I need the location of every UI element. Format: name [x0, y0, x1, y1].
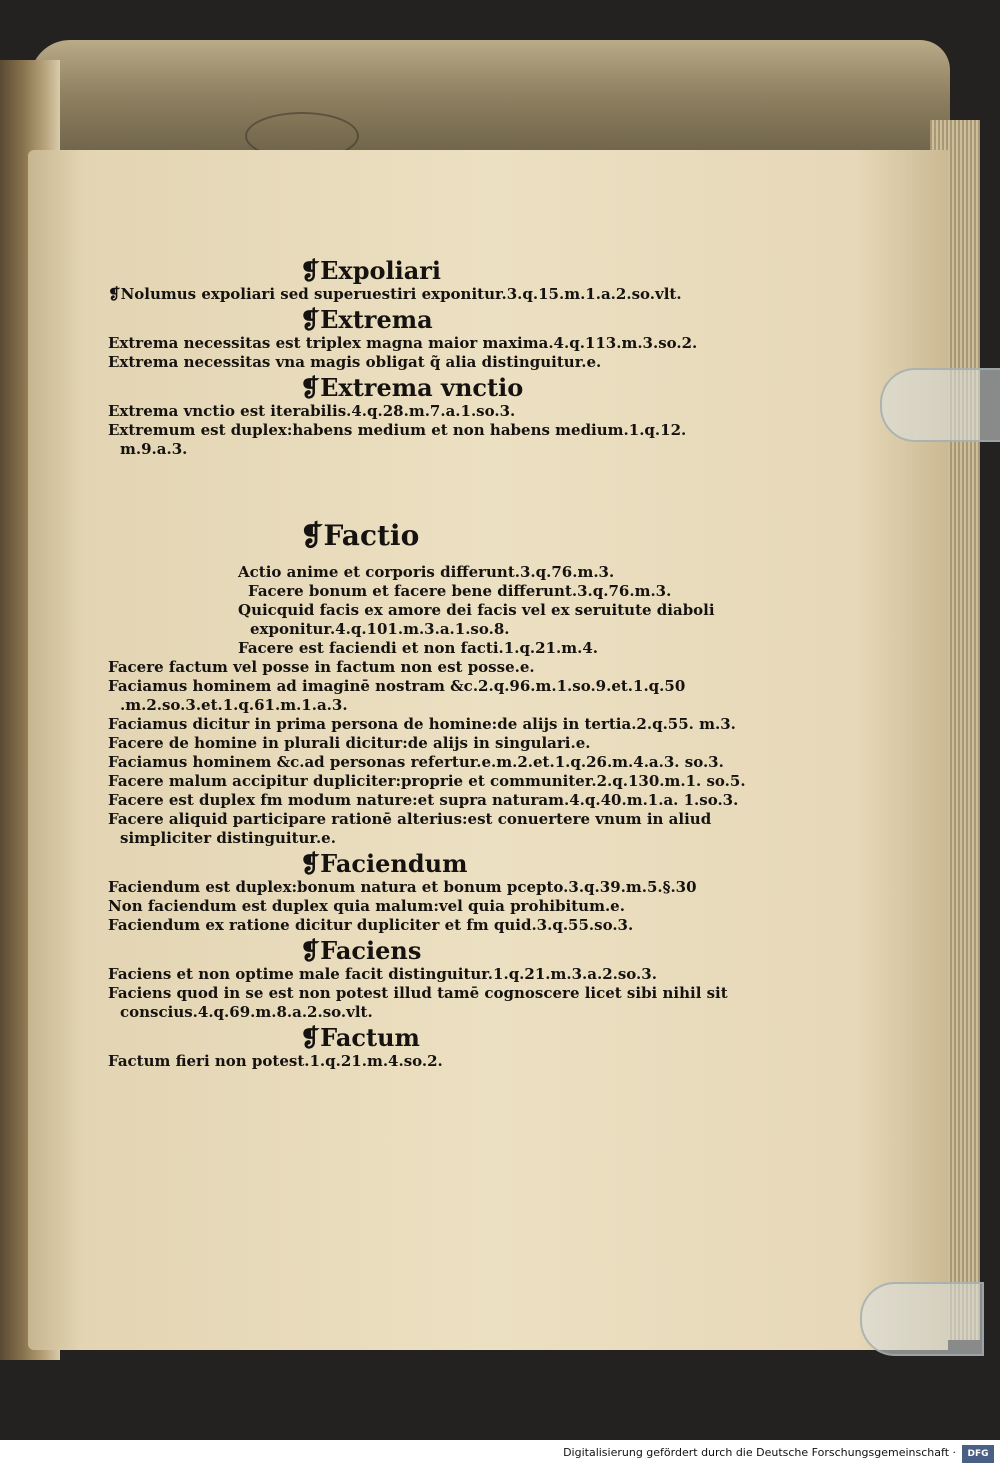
- entry-line: Faciendum ex ratione dicitur dupliciter et fm quid.3.q.55.so.3.: [108, 916, 634, 934]
- entry-line: Facere de homine in plurali dicitur:de alijs in singulari.e.: [108, 734, 591, 752]
- entry-line: Non faciendum est duplex quia malum:vel quia prohibitum.e.: [108, 897, 625, 915]
- entry-heading: ❡Extrema: [300, 305, 433, 334]
- entry-line: Facere est duplex fm modum nature:et supra naturam.4.q.40.m.1.a. 1.so.3.: [108, 791, 739, 809]
- entry-heading: ❡Factio: [300, 519, 420, 552]
- entry-line: Faciamus hominem ad imaginē nostram &c.2.q.96.m.1.so.9.et.1.q.50 .m.2.so.3.et.1.q.61.m.1.a.3.: [108, 677, 691, 714]
- entry-line: Facere aliquid participare rationē alterius:est conuertere vnum in aliud simpliciter distinguitur.e.: [108, 810, 717, 847]
- footer-credit: Digitalisierung gefördert durch die Deutsche Forschungsgemeinschaft ·: [563, 1446, 956, 1459]
- book-top-edge: [30, 40, 950, 160]
- entry-line: Extremum est duplex:habens medium et non habens medium.1.q.12. m.9.a.3.: [108, 421, 692, 458]
- entry-line: Facere malum accipitur dupliciter:proprie et communiter.2.q.130.m.1. so.5.: [108, 772, 746, 790]
- page-text: [100, 255, 750, 1071]
- entry-line: Extrema necessitas vna magis obligat q̃ alia distinguitur.e.: [108, 353, 602, 371]
- book-clamp-bottom: [860, 1282, 984, 1356]
- entry-line: Extrema necessitas est triplex magna maior maxima.4.q.113.m.3.so.2.: [108, 334, 698, 352]
- footer-bar: [0, 1440, 1000, 1468]
- entry-line: Facere factum vel posse in factum non est posse.e.: [108, 658, 535, 676]
- entry-heading: ❡Faciendum: [300, 849, 468, 878]
- book-clamp-top: [880, 368, 1000, 442]
- entry-line: Faciens et non optime male facit distinguitur.1.q.21.m.3.a.2.so.3.: [108, 965, 657, 983]
- entry-line: Faciendum est duplex:bonum natura et bonum pcepto.3.q.39.m.5.§.30: [108, 878, 697, 896]
- dfg-logo: DFG: [962, 1445, 994, 1463]
- entry-line: Extrema vnctio est iterabilis.4.q.28.m.7.a.1.so.3.: [108, 402, 516, 420]
- entry-line: ❡Nolumus expoliari sed superuestiri exponitur.3.q.15.m.1.a.2.so.vlt.: [108, 285, 682, 303]
- entry-line: Faciamus dicitur in prima persona de homine:de alijs in tertia.2.q.55. m.3.: [108, 715, 736, 733]
- entry-line: Facere est faciendi et non facti.1.q.21.m.4.: [238, 639, 598, 657]
- entry-heading: ❡Expoliari: [300, 256, 442, 285]
- entry-line: Faciamus hominem &c.ad personas refertur.e.m.2.et.1.q.26.m.4.a.3. so.3.: [108, 753, 724, 771]
- entry-line: Facere bonum et facere bene differunt.3.q.76.m.3.: [248, 582, 672, 600]
- entry-line: Actio anime et corporis differunt.3.q.76.m.3.: [238, 563, 615, 581]
- entry-line: Quicquid facis ex amore dei facis vel ex seruitute diaboli exponitur.4.q.101.m.3.a.1.so.8.: [238, 601, 720, 638]
- entry-line: Factum fieri non potest.1.q.21.m.4.so.2.: [108, 1052, 443, 1070]
- entry-line: Faciens quod in se est non potest illud tamē cognoscere licet sibi nihil sit conscius.4.q.69.m.8.a.2.so.vlt.: [108, 984, 733, 1021]
- entry-heading: ❡Faciens: [300, 936, 422, 965]
- entry-heading: ❡Extrema vnctio: [300, 373, 524, 402]
- entry-heading: ❡Factum: [300, 1023, 420, 1052]
